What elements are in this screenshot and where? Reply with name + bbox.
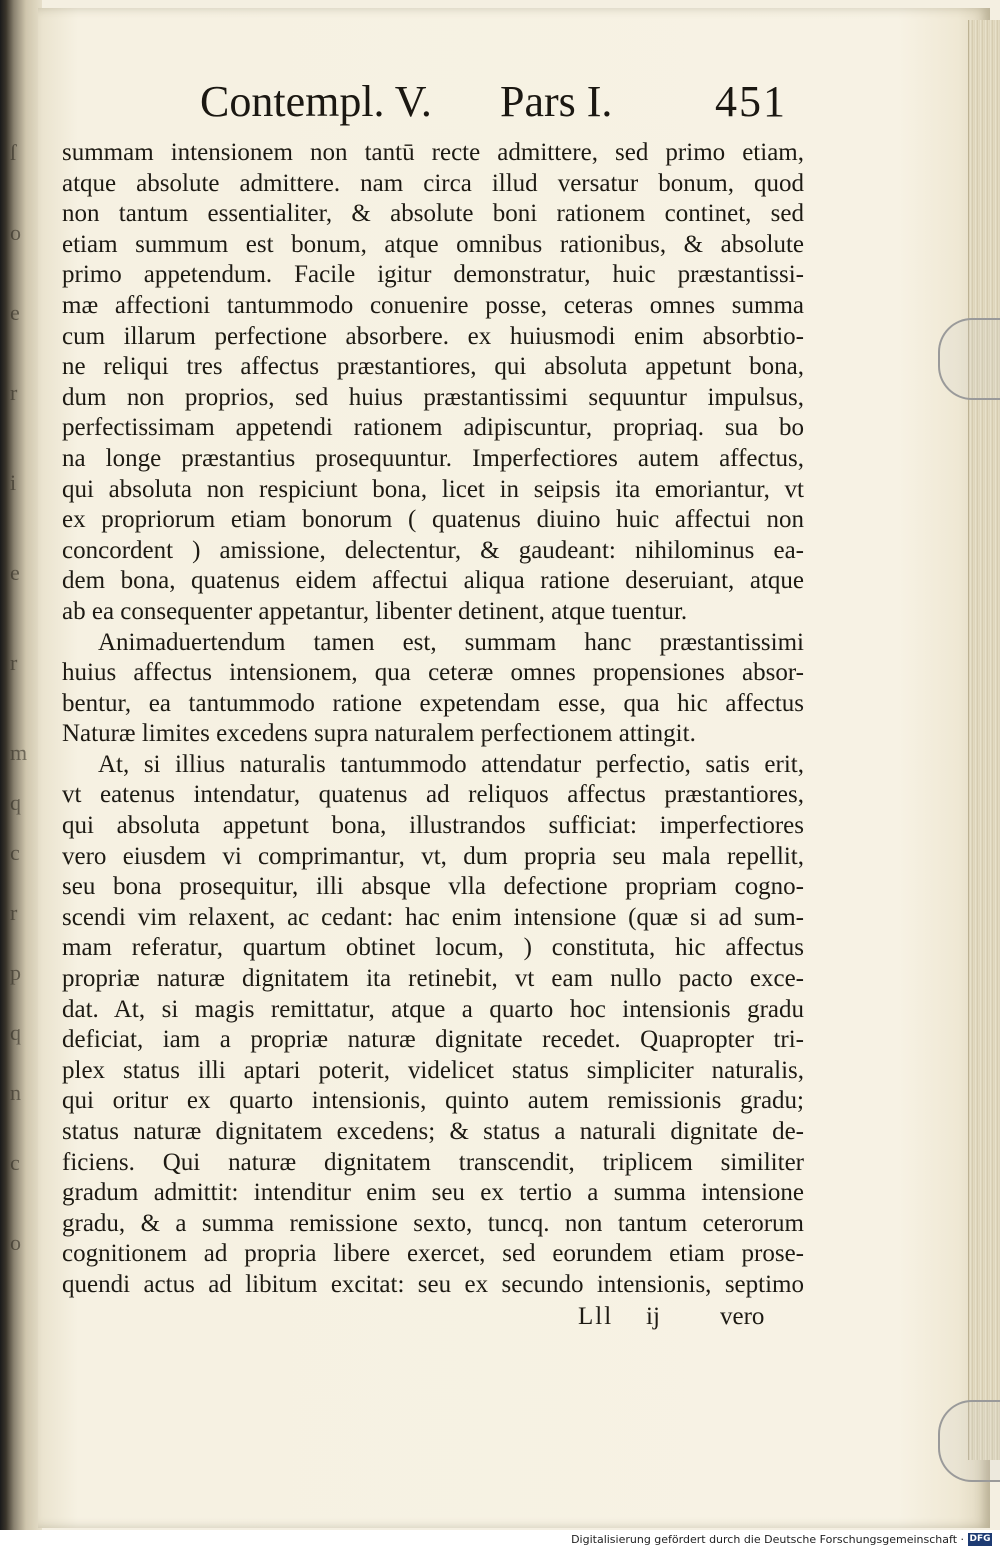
text-line: seu bona prosequitur, illi absque vlla defectione propriam cogno- bbox=[62, 873, 804, 901]
text-line: vero eiusdem vi comprimantur, vt, dum propria seu mala repellit, bbox=[62, 842, 804, 870]
header-title-left: Contempl. V. bbox=[200, 77, 432, 126]
text-line: cognitionem ad propria libere exercet, sed eorundem etiam prose- bbox=[62, 1240, 804, 1268]
text-line: perfectissimam appetendi rationem adipiscuntur, propriaq. sua bo bbox=[62, 414, 804, 442]
text-line: summam intensionem non tantū recte admittere, sed primo etiam, bbox=[62, 139, 804, 166]
text-line: qui absoluta appetunt bona, illustrandos sufficiat: imperfectiores bbox=[62, 812, 804, 840]
text-line: etiam summum est bonum, atque omnibus rationibus, & absolute bbox=[62, 230, 804, 258]
text-line: ab ea consequenter appetantur, libenter detinent, atque tuentur. bbox=[62, 597, 688, 625]
text-line: dat. At, si magis remittatur, atque a quarto hoc intensionis gradu bbox=[62, 995, 804, 1023]
text-line: ficiens. Qui naturæ dignitatem transcendit, triplicem similiter bbox=[62, 1148, 804, 1176]
text-line: deficiat, iam a propriæ naturæ dignitate recedet. Quapropter tri- bbox=[62, 1026, 804, 1054]
text-line: mæ affectioni tantummodo conuenire posse, ceteras omnes summa bbox=[62, 291, 804, 319]
text-line: dum non proprios, sed huius præstantissimi sequuntur impulsus, bbox=[62, 383, 804, 411]
text-line: ex propriorum etiam bonorum ( quatenus diuino huic affectui non bbox=[62, 506, 804, 534]
text-line: status naturæ dignitatem excedens; & status a naturali dignitate de- bbox=[62, 1118, 804, 1145]
text-line: mam referatur, quartum obtinet locum, ) constituta, hic affectus bbox=[62, 934, 804, 962]
text-line: Animaduertendum tamen est, summam hanc præstantissimi bbox=[98, 628, 804, 656]
signature-page: ij bbox=[646, 1303, 660, 1330]
text-line: cum illarum perfectione absorbere. ex huiusmodi enim absorbtio- bbox=[62, 322, 804, 350]
text-line: atque absolute admittere. nam circa illud versatur bonum, quod bbox=[62, 169, 804, 197]
clip-top bbox=[938, 318, 1000, 400]
header-title-right: Pars I. bbox=[500, 77, 613, 126]
dfg-logo-icon: DFG bbox=[969, 1534, 991, 1544]
text-line: bentur, ea tantummodo ratione expetendam esse, qua hic affectus bbox=[62, 689, 804, 717]
body-text bbox=[62, 138, 804, 1301]
page-edges bbox=[968, 20, 1000, 1460]
text-line: qui absoluta non respiciunt bona, licet in seipsis ita emoriantur, vt bbox=[62, 475, 804, 503]
catchword: vero bbox=[720, 1303, 765, 1330]
text-line: dem bona, quatenus eidem affectui aliqua ratione deseruiant, atque bbox=[62, 567, 804, 595]
text-line: ne reliqui tres affectus præstantiores, qui absoluta appetunt bona, bbox=[62, 353, 804, 381]
text-line: primo appetendum. Facile igitur demonstratur, huic præstantissi- bbox=[62, 261, 804, 289]
text-line: concordent ) amissione, delectentur, & gaudeant: nihilominus ea- bbox=[62, 536, 804, 564]
dfg-credit: Digitalisierung gefördert durch die Deutsche Forschungsgemeinschaft · bbox=[571, 1533, 964, 1546]
signature-mark: Lll bbox=[578, 1303, 614, 1330]
clip-bottom bbox=[938, 1400, 1000, 1482]
text-line: vt eatenus intendatur, quatenus ad reliquos affectus præstantiores, bbox=[62, 781, 804, 809]
text-line: na longe præstantius prosequuntur. Imperfectiores autem affectus, bbox=[62, 444, 804, 472]
page-number: 451 bbox=[715, 77, 787, 126]
running-header bbox=[200, 76, 800, 136]
text-line: scendi vim relaxent, ac cedant: hac enim intensione (quæ si ad sum- bbox=[62, 903, 804, 931]
text-line: gradum admittit: intenditur enim seu ex tertio a summa intensione bbox=[62, 1179, 804, 1207]
text-line: non tantum essentialiter, & absolute boni rationem continet, sed bbox=[62, 200, 804, 228]
text-line: qui oritur ex quarto intensionis, quinto autem remissionis gradu; bbox=[62, 1087, 804, 1115]
text-line: quendi actus ad libitum excitat: seu ex secundo intensionis, septimo bbox=[62, 1270, 804, 1298]
text-line: Naturæ limites excedens supra naturalem perfectionem attingit. bbox=[62, 720, 696, 748]
text-line: plex status illi aptari poterit, videlicet status simpliciter naturalis, bbox=[62, 1056, 804, 1084]
text-line: huius affectus intensionem, qua ceteræ omnes propensiones absor- bbox=[62, 659, 804, 687]
text-line: At, si illius naturalis tantummodo attendatur perfectio, satis erit, bbox=[98, 750, 804, 778]
text-line: gradu, & a summa remissione sexto, tuncq. non tantum ceterorum bbox=[62, 1209, 804, 1237]
text-line: propriæ naturæ dignitatem ita retinebit, vt eam nullo pacto exce- bbox=[62, 965, 804, 993]
facing-page-fragment: ſ o e r i e r m q c r p q n c o bbox=[10, 140, 28, 1255]
